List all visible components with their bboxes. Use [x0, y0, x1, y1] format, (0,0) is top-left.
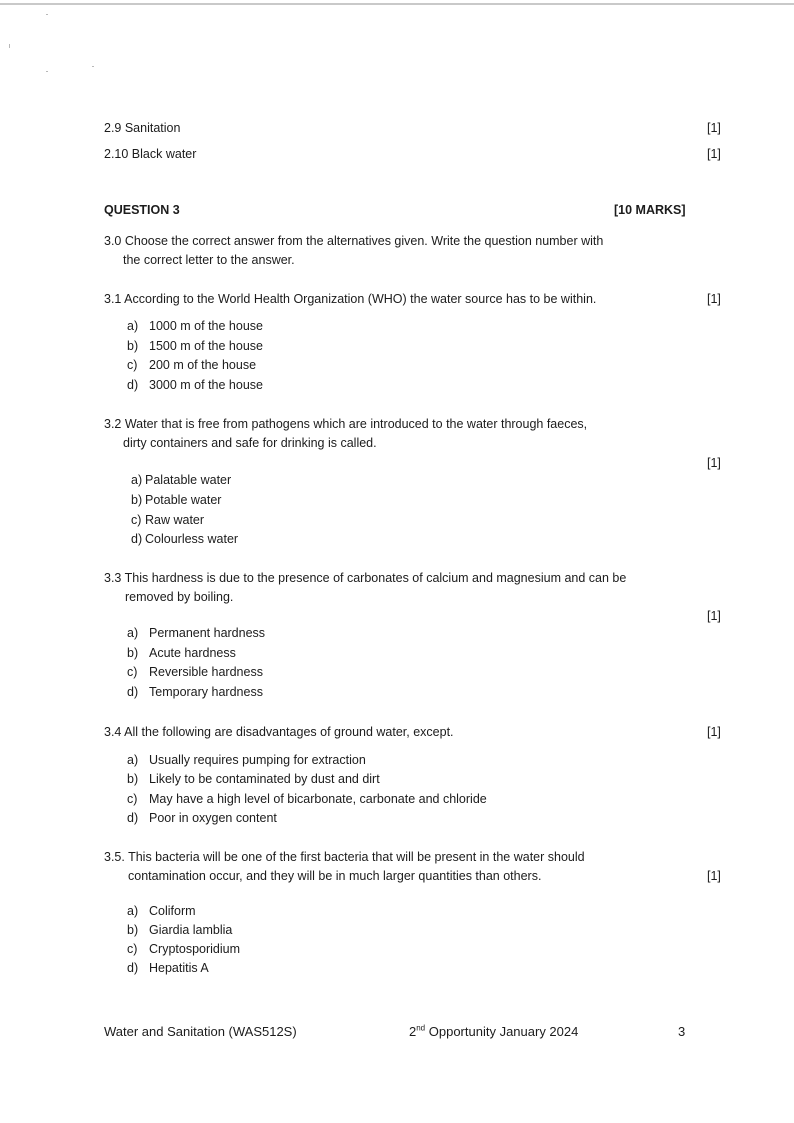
- question-3-3-option-d-letter: d): [127, 685, 139, 699]
- question-3-1-option-d-text: 3000 m of the house: [149, 378, 263, 392]
- question-3-5-option-c-text: Cryptosporidium: [149, 942, 241, 956]
- instruction-line-2: the correct letter to the answer.: [123, 253, 295, 267]
- question-3-2-mark: [1]: [707, 456, 721, 470]
- question-3-2-option-d-text: Colourless water: [145, 532, 239, 546]
- question-3-3-option-b-letter: b): [127, 646, 139, 660]
- item-2-10-mark: [1]: [707, 147, 721, 161]
- question-3-3-option-c-text: Reversible hardness: [149, 665, 263, 679]
- question-3-3-line-2: removed by boiling.: [125, 590, 234, 604]
- question-3-2-line-2: dirty containers and safe for drinking is called.: [123, 436, 377, 450]
- footer-opportunity: [409, 1024, 578, 1040]
- footer-opportunity-ordinal: nd: [416, 1023, 426, 1033]
- instruction-line-1: 3.0 Choose the correct answer from the alternatives given. Write the question number with: [104, 234, 604, 248]
- item-2-9-mark: [1]: [707, 121, 721, 135]
- question-3-4-option-c-letter: c): [127, 792, 138, 806]
- question-3-2-option-c-letter: c): [131, 513, 142, 527]
- question-3-4-option-a-letter: a): [127, 753, 139, 767]
- question-3-3-option-d-text: Temporary hardness: [149, 685, 263, 699]
- question-3-4-option-a-text: Usually requires pumping for extraction: [149, 753, 366, 767]
- question-3-5-line-1: 3.5. This bacteria will be one of the first bacteria that will be present in the water should: [104, 850, 585, 864]
- question-3-5-mark: [1]: [707, 869, 721, 883]
- question-3-4-option-d-text: Poor in oxygen content: [149, 811, 277, 825]
- question-3-3-line-1: 3.3 This hardness is due to the presence of carbonates of calcium and magnesium and can be: [104, 571, 627, 585]
- question-3-1-option-c-text: 200 m of the house: [149, 358, 257, 372]
- question-3-3-option-a-text: Permanent hardness: [149, 626, 266, 640]
- question-3-3-mark: [1]: [707, 609, 721, 623]
- question-3-4-option-d-letter: d): [127, 811, 139, 825]
- footer-page-number: 3: [678, 1024, 686, 1039]
- item-2-9-text: 2.9 Sanitation: [104, 121, 181, 135]
- question-3-5-option-d-letter: d): [127, 961, 139, 975]
- question-3-1-option-b-letter: b): [127, 339, 139, 353]
- question-3-4-option-b-letter: b): [127, 772, 139, 786]
- question-3-4-text: 3.4 All the following are disadvantages of ground water, except.: [104, 725, 454, 739]
- footer-opportunity-text: Opportunity January 2024: [425, 1024, 579, 1039]
- question-3-5-option-c-letter: c): [127, 942, 138, 956]
- question-3-5-option-b-letter: b): [127, 923, 139, 937]
- question-3-5-option-a-letter: a): [127, 904, 139, 918]
- question-3-1-option-a-letter: a): [127, 319, 139, 333]
- question-3-4-mark: [1]: [707, 725, 721, 739]
- question-3-3-option-a-letter: a): [127, 626, 139, 640]
- question-3-1-option-b-text: 1500 m of the house: [149, 339, 263, 353]
- footer-opportunity-number: 2: [409, 1024, 417, 1039]
- question-3-5-option-b-text: Giardia lamblia: [149, 923, 233, 937]
- question-3-3-option-c-letter: c): [127, 665, 138, 679]
- question-3-2-option-a-letter: a): [131, 473, 143, 487]
- question-3-2-option-b-letter: b): [131, 493, 143, 507]
- question-3-1-mark: [1]: [707, 292, 721, 306]
- question-3-2-option-d-letter: d): [131, 532, 143, 546]
- question-3-1-option-a-text: 1000 m of the house: [149, 319, 263, 333]
- question-3-4-option-c-text: May have a high level of bicarbonate, carbonate and chloride: [149, 792, 487, 806]
- question-3-1-option-c-letter: c): [127, 358, 138, 372]
- question-3-5-option-a-text: Coliform: [149, 904, 196, 918]
- question-3-1-option-d-letter: d): [127, 378, 139, 392]
- question-3-1-text: 3.1 According to the World Health Organization (WHO) the water source has to be within.: [104, 292, 597, 306]
- question-3-2-option-b-text: Potable water: [145, 493, 222, 507]
- question-3-heading: QUESTION 3: [104, 203, 180, 217]
- footer-course: Water and Sanitation (WAS512S): [104, 1024, 297, 1039]
- question-3-2-option-c-text: Raw water: [145, 513, 205, 527]
- question-3-4-option-b-text: Likely to be contaminated by dust and dirt: [149, 772, 380, 786]
- question-3-3-option-b-text: Acute hardness: [149, 646, 236, 660]
- question-3-marks: [10 MARKS]: [614, 203, 686, 217]
- question-3-5-option-d-text: Hepatitis A: [149, 961, 209, 975]
- question-3-5-line-2: contamination occur, and they will be in much larger quantities than others.: [128, 869, 542, 883]
- question-3-2-line-1: 3.2 Water that is free from pathogens which are introduced to the water through faeces,: [104, 417, 588, 431]
- item-2-10-text: 2.10 Black water: [104, 147, 197, 161]
- question-3-2-option-a-text: Palatable water: [145, 473, 232, 487]
- scan-top-edge: [0, 3, 794, 5]
